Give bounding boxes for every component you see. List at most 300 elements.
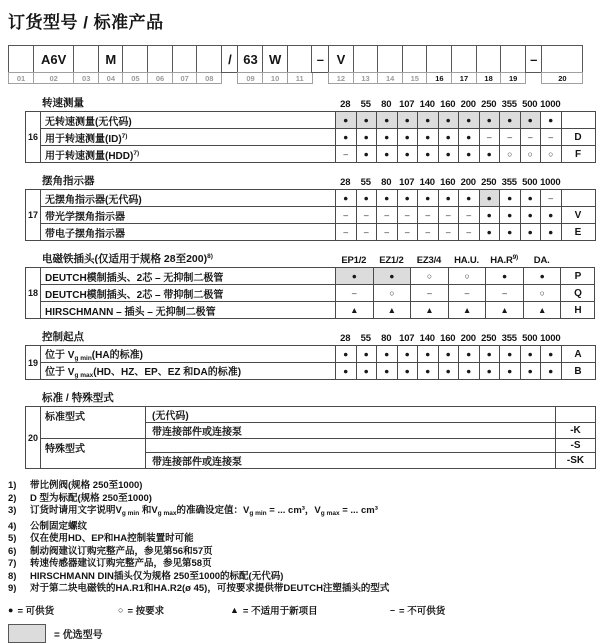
footnote-number: 9) <box>8 583 17 594</box>
dot-symbol-cell: ● <box>459 112 480 129</box>
ring-symbol-cell: ○ <box>448 268 486 285</box>
dash-symbol-cell: – <box>418 224 439 241</box>
order-code-value <box>196 45 222 73</box>
dot-symbol-cell: ● <box>418 146 439 163</box>
dot-symbol-cell: ● <box>520 207 541 224</box>
footnote-number: 7) <box>8 558 17 569</box>
dot-symbol-cell: ● <box>520 346 541 363</box>
dash-symbol-cell: – <box>520 129 541 146</box>
type-description: 带连接部件或连接泵 <box>146 423 556 439</box>
ring-symbol-cell: ○ <box>523 285 561 302</box>
dot-symbol-cell: ● <box>418 363 439 380</box>
order-code-separator <box>221 45 239 85</box>
row-label: 无摆角指示器(无代码) <box>41 190 336 207</box>
footnote-text: 转速传感器建议订购完整产品，参见第58页 <box>30 558 212 569</box>
legend-item <box>118 603 230 617</box>
legend-item <box>8 603 118 617</box>
footnote-text: 仅在使用HD、EP和HA控制装置时可能 <box>30 533 194 544</box>
dot-symbol-cell: ● <box>479 207 500 224</box>
dash-symbol-cell: – <box>486 285 524 302</box>
legend-item <box>390 603 445 617</box>
order-code-position: 12 <box>328 72 354 84</box>
code-cell: -K <box>556 423 596 439</box>
dot-symbol-cell: ● <box>520 363 541 380</box>
dot-symbol-cell: ● <box>336 112 357 129</box>
order-code-position: 10 <box>262 72 288 84</box>
order-code-position: 17 <box>451 72 477 84</box>
code-cell: P <box>561 268 595 285</box>
dash-symbol-cell: – <box>479 129 500 146</box>
dot-symbol-cell: ● <box>438 146 459 163</box>
column-header: 107 <box>399 99 415 110</box>
column-header: 140 <box>419 177 435 188</box>
footnote <box>8 480 592 493</box>
legend-label: = 可供货 <box>17 605 55 617</box>
order-code-value: 63 <box>237 45 263 73</box>
order-code-cell-11 <box>287 45 313 84</box>
dot-symbol-cell: ● <box>459 129 480 146</box>
dot-symbol-cell: ● <box>377 146 398 163</box>
dot-symbol-cell: ● <box>459 146 480 163</box>
code-cell: D <box>561 129 595 146</box>
footnote <box>8 521 592 534</box>
dot-symbol-cell: ● <box>418 129 439 146</box>
tri-symbol-cell: ▲ <box>411 302 449 319</box>
footnote-text: 制动阀建议订购完整产品，参见第56和57页 <box>30 545 213 557</box>
order-code-value: W <box>262 45 288 73</box>
column-header: DA. <box>533 255 550 266</box>
order-code-value <box>147 45 173 73</box>
row-label: DEUTCH模制插头、2芯 – 无抑制二极管 <box>41 268 336 285</box>
order-code-value <box>476 45 502 73</box>
row-label: 用于转速测量(HDD)$^{7)}$ <box>41 146 336 163</box>
table-row <box>26 268 595 285</box>
dot-symbol-cell: ● <box>500 363 521 380</box>
footnote-text: 对于第二块电磁铁的HA.R1和HA.R2(ø 45)，可按要求提供带DEUTCH注塑插头的型式 <box>30 583 390 594</box>
tri-symbol-cell: ▲ <box>486 302 524 319</box>
tri-symbol-cell: ▲ <box>448 302 486 319</box>
dot-symbol-cell: ● <box>438 346 459 363</box>
order-code-position: 19 <box>500 72 526 84</box>
order-code-cell-02 <box>33 45 75 84</box>
dot-symbol-cell: ● <box>377 363 398 380</box>
order-code-cell-12 <box>328 45 354 84</box>
dot-symbol-cell: ● <box>377 129 398 146</box>
column-header: 80 <box>381 177 392 188</box>
dot-symbol-cell: ● <box>397 346 418 363</box>
section-table <box>25 189 596 241</box>
symbol-legend <box>8 603 592 617</box>
dot-symbol-cell: ● <box>520 190 541 207</box>
code-cell <box>561 112 595 129</box>
section-table <box>25 406 596 469</box>
order-code-cell-06 <box>147 45 173 84</box>
row-label: 位于 $V_{g min}(HA$的标准) <box>41 346 336 363</box>
column-header: $HA.R^{9)}$ <box>490 254 518 266</box>
dot-symbol-cell: ● <box>523 268 561 285</box>
dash-symbol-cell: – <box>397 224 418 241</box>
separator-glyph: – <box>311 45 329 73</box>
order-code-position: 03 <box>73 72 99 84</box>
dot-symbol-cell: ● <box>336 190 357 207</box>
dash-symbol-cell: – <box>336 207 357 224</box>
footnote-number: 5) <box>8 533 17 544</box>
order-code-value <box>73 45 99 73</box>
order-code-value <box>402 45 428 73</box>
ring-icon: ○ <box>118 604 124 615</box>
legend-label: = 按要求 <box>127 605 165 617</box>
dot-symbol-cell: ● <box>438 129 459 146</box>
section-header <box>25 251 595 267</box>
dot-symbol-cell: ● <box>356 190 377 207</box>
dash-symbol-cell: – <box>377 224 398 241</box>
dot-symbol-cell: ● <box>459 190 480 207</box>
dot-symbol-cell: ● <box>541 224 562 241</box>
column-header: 28 <box>340 333 351 344</box>
code-cell: Q <box>561 285 595 302</box>
footnote-text: HIRSCHMANN DIN插头仅为规格 250至1000的标配(无代码) <box>30 570 284 582</box>
order-code-position: 15 <box>402 72 428 84</box>
dot-symbol-cell: ● <box>486 268 524 285</box>
section-18 <box>25 251 595 319</box>
order-code-cell-13 <box>353 45 379 84</box>
preferred-highlight-swatch <box>8 624 46 643</box>
dot-symbol-cell: ● <box>541 346 562 363</box>
dot-symbol-cell: ● <box>541 112 562 129</box>
legend-label: = 不适用于新项目 <box>242 605 318 617</box>
order-code-position: 06 <box>147 72 173 84</box>
column-header: 355 <box>501 333 517 344</box>
dot-symbol-cell: ● <box>479 146 500 163</box>
ring-symbol-cell: ○ <box>373 285 411 302</box>
table-row <box>26 112 596 129</box>
row-label: 无转速测量(无代码) <box>41 112 336 129</box>
order-code-position: 01 <box>8 72 34 84</box>
column-header: 200 <box>460 333 476 344</box>
dash-symbol-cell: – <box>336 224 357 241</box>
section-title: 摆角指示器 <box>42 175 95 187</box>
dot-symbol-cell: ● <box>500 224 521 241</box>
section-table <box>25 111 596 163</box>
footnote-number: 4) <box>8 520 17 532</box>
dot-symbol-cell: ● <box>397 363 418 380</box>
dot-symbol-cell: ● <box>479 190 500 207</box>
footnote <box>8 546 592 559</box>
table-row <box>26 439 596 453</box>
dot-symbol-cell: ● <box>479 112 500 129</box>
section-19 <box>25 329 595 380</box>
order-code-cell-07 <box>172 45 198 84</box>
dash-symbol-cell: – <box>448 285 486 302</box>
dot-symbol-cell: ● <box>356 146 377 163</box>
order-code-separator <box>311 45 329 85</box>
footnote-text: 带比例阀(规格 250至1000) <box>30 480 143 491</box>
section-header <box>25 173 595 189</box>
page-title: 订货型号 / 标准产品 <box>8 13 164 32</box>
column-header: 140 <box>419 99 435 110</box>
section-20 <box>25 390 595 469</box>
section-title: 控制起点 <box>42 331 84 343</box>
section-table <box>25 267 595 319</box>
footnote <box>8 571 592 584</box>
order-code-position: 16 <box>426 72 452 84</box>
footnote <box>8 533 592 546</box>
code-cell <box>561 190 595 207</box>
dash-symbol-cell: – <box>500 129 521 146</box>
column-header: 160 <box>440 177 456 188</box>
dot-symbol-cell: ● <box>336 363 357 380</box>
row-label: 位于 $V_{g max}(HD$、HZ、EP、EZ 和DA的标准) <box>41 363 336 380</box>
code-cell: H <box>561 302 595 319</box>
ring-symbol-cell: ○ <box>500 146 521 163</box>
column-header: 200 <box>460 99 476 110</box>
table-row <box>26 129 596 146</box>
section-number: 20 <box>26 407 41 469</box>
order-code-position: 07 <box>172 72 198 84</box>
column-header: 160 <box>440 333 456 344</box>
dot-symbol-cell: ● <box>438 112 459 129</box>
ring-symbol-cell: ○ <box>411 268 449 285</box>
dash-icon: – <box>390 604 396 615</box>
ring-symbol-cell: ○ <box>520 146 541 163</box>
dash-symbol-cell: – <box>397 207 418 224</box>
footnote-number: 6) <box>8 545 17 557</box>
column-header: 250 <box>481 99 497 110</box>
order-code-number-space <box>221 73 239 85</box>
dot-symbol-cell: ● <box>336 346 357 363</box>
order-code-value <box>172 45 198 73</box>
order-code-value <box>377 45 403 73</box>
tri-icon: ▲ <box>230 604 239 615</box>
order-code-cell-19 <box>500 45 526 84</box>
column-header: 500 <box>522 99 538 110</box>
type-group-label: 标准型式 <box>41 407 146 439</box>
order-code-position: 18 <box>476 72 502 84</box>
column-header: 1000 <box>540 333 561 344</box>
section-16 <box>25 95 595 163</box>
section-number: 19 <box>26 346 41 380</box>
order-code-value: A6V <box>33 45 75 73</box>
column-header: 200 <box>460 177 476 188</box>
order-code-cell-18 <box>476 45 502 84</box>
column-header: 1000 <box>540 177 561 188</box>
dot-symbol-cell: ● <box>479 363 500 380</box>
footnotes <box>8 480 592 596</box>
dot-symbol-cell: ● <box>377 346 398 363</box>
column-header: 355 <box>501 177 517 188</box>
dash-symbol-cell: – <box>336 146 357 163</box>
order-code-value <box>451 45 477 73</box>
order-code-position: 02 <box>33 72 75 84</box>
dash-symbol-cell: – <box>336 285 374 302</box>
dash-symbol-cell: – <box>438 207 459 224</box>
dot-symbol-cell: ● <box>336 129 357 146</box>
column-header: 500 <box>522 333 538 344</box>
column-header: 80 <box>381 333 392 344</box>
dash-symbol-cell: – <box>438 224 459 241</box>
code-cell: A <box>561 346 595 363</box>
dot-symbol-cell: ● <box>459 346 480 363</box>
order-code-cell-10 <box>262 45 288 84</box>
order-code-cell-08 <box>196 45 222 84</box>
dash-symbol-cell: – <box>541 190 562 207</box>
tri-symbol-cell: ▲ <box>523 302 561 319</box>
order-code-cell-15 <box>402 45 428 84</box>
section-header <box>25 95 595 111</box>
section-number: 16 <box>26 112 41 163</box>
dot-symbol-cell: ● <box>418 346 439 363</box>
table-row <box>26 224 596 241</box>
column-header: 250 <box>481 333 497 344</box>
dash-symbol-cell: – <box>356 224 377 241</box>
table-row <box>26 285 595 302</box>
code-cell: B <box>561 363 595 380</box>
footnote-number: 2) <box>8 492 17 504</box>
row-label: DEUTCH模制插头、2芯 – 带抑制二极管 <box>41 285 336 302</box>
order-code-cell-05 <box>122 45 148 84</box>
table-row <box>26 407 596 423</box>
dot-symbol-cell: ● <box>397 190 418 207</box>
column-header: 107 <box>399 333 415 344</box>
dot-symbol-cell: ● <box>479 224 500 241</box>
order-code-position: 08 <box>196 72 222 84</box>
type-group-label: 特殊型式 <box>41 439 146 469</box>
dot-symbol-cell: ● <box>356 112 377 129</box>
order-code-value <box>287 45 313 73</box>
preferred-legend <box>8 624 592 643</box>
ring-symbol-cell: ○ <box>541 146 562 163</box>
dot-symbol-cell: ● <box>377 112 398 129</box>
table-row <box>26 302 595 319</box>
dot-symbol-cell: ● <box>479 346 500 363</box>
order-code-cell-04 <box>98 45 124 84</box>
order-code-value <box>8 45 34 73</box>
footnote-number: 1) <box>8 480 17 491</box>
code-cell: V <box>561 207 595 224</box>
table-row <box>26 146 596 163</box>
section-title: 标准 / 特殊型式 <box>42 392 114 404</box>
order-code-value <box>500 45 526 73</box>
order-code-cell-17 <box>451 45 477 84</box>
order-code-cell-14 <box>377 45 403 84</box>
legend-label: = 不可供货 <box>399 605 446 617</box>
dot-symbol-cell: ● <box>500 190 521 207</box>
order-code-separator <box>525 45 543 85</box>
column-header: 355 <box>501 99 517 110</box>
section-title: 转速测量 <box>42 97 84 109</box>
sections <box>8 95 592 469</box>
section-header <box>25 329 595 345</box>
table-row <box>26 346 596 363</box>
column-header: EZ3/4 <box>416 255 442 266</box>
type-description: 带连接部件或连接泵 <box>146 453 556 469</box>
column-header: 140 <box>419 333 435 344</box>
table-row <box>26 363 596 380</box>
footnote <box>8 583 592 596</box>
footnote-text: 订货时请用文字说明$V_{g min}$ 和$V_{g max}$的准确设定值：$V_{g min}$ = ... cm³，$V_{g max}$ = ... cm³ <box>30 505 378 517</box>
section-table <box>25 345 596 380</box>
dot-symbol-cell: ● <box>438 190 459 207</box>
section-header <box>25 390 595 406</box>
order-code-position: 04 <box>98 72 124 84</box>
dot-symbol-cell: ● <box>397 146 418 163</box>
column-header: 28 <box>340 177 351 188</box>
dot-symbol-cell: ● <box>418 190 439 207</box>
column-header: 80 <box>381 99 392 110</box>
footnote <box>8 493 592 506</box>
table-row <box>26 190 596 207</box>
order-code-value <box>541 45 583 73</box>
row-label: 带电子摆角指示器 <box>41 224 336 241</box>
order-code-cell-03 <box>73 45 99 84</box>
order-code-position: 05 <box>122 72 148 84</box>
order-code-value: V <box>328 45 354 73</box>
dot-symbol-cell: ● <box>356 346 377 363</box>
order-code-number-space <box>525 73 543 85</box>
order-code-position: 20 <box>541 72 583 84</box>
order-code-cell-16 <box>426 45 452 84</box>
dot-symbol-cell: ● <box>500 346 521 363</box>
column-header: 55 <box>360 333 371 344</box>
dot-symbol-cell: ● <box>373 268 411 285</box>
order-code-row <box>8 45 592 85</box>
code-cell: -S <box>556 439 596 453</box>
dot-symbol-cell: ● <box>356 129 377 146</box>
column-header: 160 <box>440 99 456 110</box>
separator-glyph: / <box>221 45 239 73</box>
separator-glyph: – <box>525 45 543 73</box>
dot-symbol-cell: ● <box>336 268 374 285</box>
dot-symbol-cell: ● <box>438 363 459 380</box>
dash-symbol-cell: – <box>411 285 449 302</box>
dash-symbol-cell: – <box>356 207 377 224</box>
table-row <box>26 207 596 224</box>
type-description <box>146 439 556 453</box>
section-number: 17 <box>26 190 41 241</box>
column-header: EP1/2 <box>341 255 367 266</box>
column-header: 107 <box>399 177 415 188</box>
dot-symbol-cell: ● <box>459 363 480 380</box>
dot-symbol-cell: ● <box>397 129 418 146</box>
order-code-position: 11 <box>287 72 313 84</box>
dash-symbol-cell: – <box>418 207 439 224</box>
order-code-cell-09 <box>237 45 263 84</box>
dash-symbol-cell: – <box>541 129 562 146</box>
code-cell: F <box>561 146 595 163</box>
order-code-cell-01 <box>8 45 34 84</box>
column-header: 1000 <box>540 99 561 110</box>
dot-symbol-cell: ● <box>520 112 541 129</box>
order-code-number-space <box>311 73 329 85</box>
column-header: HA.U. <box>454 255 479 266</box>
order-code-position: 14 <box>377 72 403 84</box>
column-header: 28 <box>340 99 351 110</box>
code-cell: -SK <box>556 453 596 469</box>
column-header: 55 <box>360 99 371 110</box>
dot-symbol-cell: ● <box>377 190 398 207</box>
dot-symbol-cell: ● <box>520 224 541 241</box>
row-label: HIRSCHMANN – 插头 – 无抑制二极管 <box>41 302 336 319</box>
section-number: 18 <box>26 268 41 319</box>
footnote-number: 8) <box>8 570 17 582</box>
order-code-value: M <box>98 45 124 73</box>
dot-symbol-cell: ● <box>541 207 562 224</box>
row-label: 用于转速测量(ID)$^{7)}$ <box>41 129 336 146</box>
order-code-cell-20 <box>541 45 583 84</box>
type-description: (无代码) <box>146 407 556 423</box>
legend-item <box>230 603 390 617</box>
order-code-value <box>353 45 379 73</box>
